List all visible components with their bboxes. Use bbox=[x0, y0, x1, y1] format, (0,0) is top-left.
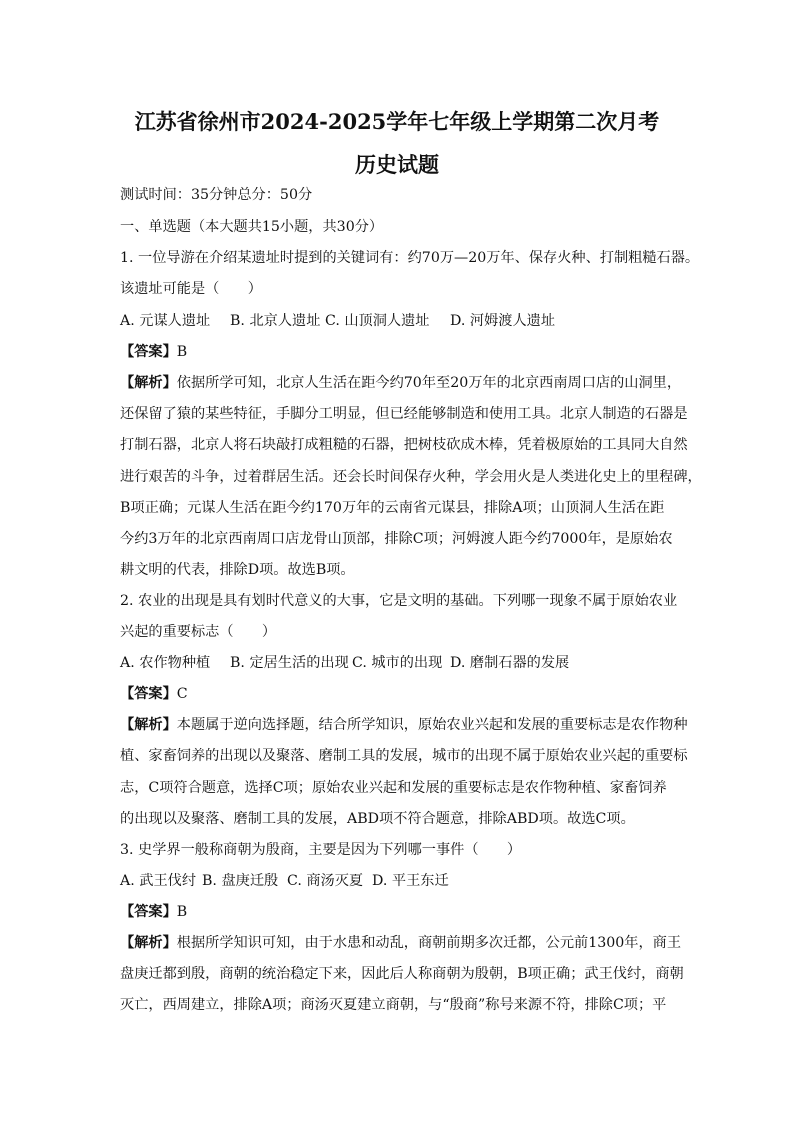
answer-label: 【答案】 bbox=[120, 904, 177, 920]
question-1-option-c: C. 山顶洞人遗址 bbox=[325, 313, 430, 329]
question-1-analysis-line: B项正确；元谋人生活在距今约170万年的云南省元谋县，排除A项；山顶洞人生活在距 bbox=[120, 500, 665, 516]
question-3-options bbox=[120, 872, 449, 890]
answer-label: 【答案】 bbox=[120, 686, 177, 702]
question-1-analysis-line: 进行艰苦的斗争，过着群居生活。还会长时间保存火种，学会用火是人类进化史上的里程碑， bbox=[120, 469, 702, 485]
question-1-analysis-line bbox=[120, 374, 681, 392]
question-3-answer bbox=[120, 903, 187, 921]
question-2-analysis-line: 志，C项符合题意，选择C项；原始农业兴起和发展的重要标志是农作物种植、家畜饲养 bbox=[120, 780, 667, 796]
document-subtitle: 历史试题 bbox=[355, 152, 439, 177]
question-1-options bbox=[120, 312, 555, 330]
question-1-option-a: A. 元谋人遗址 bbox=[120, 313, 211, 329]
question-2-analysis-line: 植、家畜饲养的出现以及聚落、磨制工具的发展，城市的出现不属于原始农业兴起的重要标 bbox=[120, 748, 688, 764]
question-2-option-c: C. 城市的出现 bbox=[352, 655, 443, 671]
question-2-analysis-line: 的出现以及聚落、磨制工具的发展，ABD项不符合题意，排除ABD项。故选C项。 bbox=[120, 811, 635, 827]
question-2-stem-line1: 2. 农业的出现是具有划时代意义的大事，它是文明的基础。下列哪一现象不属于原始农业 bbox=[120, 593, 678, 609]
analysis-text: 本题属于逆向选择题，结合所学知识，原始农业兴起和发展的重要标志是农作物种 bbox=[176, 717, 688, 733]
question-1-analysis-line: 还保留了猿的某些特征，手脚分工明显，但已经能够制造和使用工具。北京人制造的石器是 bbox=[120, 406, 688, 422]
question-3-option-d: D. 平王东迁 bbox=[372, 873, 449, 889]
question-2-answer bbox=[120, 685, 188, 703]
question-3-analysis-line: 盘庚迁都到殷，商朝的统治稳定下来，因此后人称商朝为殷朝，B项正确；武王伐纣，商朝 bbox=[120, 966, 684, 982]
question-2-analysis-line bbox=[120, 716, 688, 734]
answer-value: C bbox=[176, 686, 188, 702]
answer-value: B bbox=[176, 344, 188, 360]
exam-info: 测试时间：35分钟总分：50分 bbox=[120, 187, 313, 203]
question-3-analysis-line bbox=[120, 934, 681, 952]
analysis-label: 【解析】 bbox=[120, 935, 177, 951]
analysis-text: 根据所学知识可知，由于水患和动乱，商朝前期多次迁都，公元前1300年，商王 bbox=[176, 935, 682, 951]
question-3-option-a: A. 武王伐纣 bbox=[120, 873, 197, 889]
question-2-option-d: D. 磨制石器的发展 bbox=[450, 655, 570, 671]
question-3-option-b: B. 盘庚迁殷 bbox=[202, 873, 279, 889]
document-title: 江苏省徐州市2024-2025学年七年级上学期第二次月考 bbox=[134, 109, 660, 134]
question-1-option-d: D. 河姆渡人遗址 bbox=[450, 313, 556, 329]
question-3-analysis-line: 灭亡，西周建立，排除A项；商汤灭夏建立商朝，与“殷商”称号来源不符，排除C项；平 bbox=[120, 997, 667, 1013]
question-1-analysis-line: 打制石器，北京人将石块敲打成粗糙的石器，把树枝砍成木棒，凭着极原始的工具同大自然 bbox=[120, 437, 688, 453]
question-2-stem-line2: 兴起的重要标志（ ） bbox=[120, 624, 277, 640]
analysis-text: 依据所学可知，北京人生活在距今约70年至20万年的北京西南周口店的山洞里， bbox=[176, 375, 682, 391]
question-2-option-b: B. 定居生活的出现 bbox=[230, 655, 349, 671]
answer-value: B bbox=[176, 904, 188, 920]
question-1-option-b: B. 北京人遗址 bbox=[230, 313, 321, 329]
analysis-label: 【解析】 bbox=[120, 717, 177, 733]
answer-label: 【答案】 bbox=[120, 344, 177, 360]
section-heading: 一、单选题（本大题共15小题，共30分） bbox=[120, 219, 384, 235]
question-2-option-a: A. 农作物种植 bbox=[120, 655, 211, 671]
analysis-label: 【解析】 bbox=[120, 375, 177, 391]
question-1-analysis-line: 耕文明的代表，排除D项。故选B项。 bbox=[120, 562, 355, 578]
question-1-stem-line1: 1. 一位导游在介绍某遗址时提到的关键词有：约70万—20万年、保存火种、打制粗糙石器。 bbox=[120, 250, 700, 266]
question-1-stem-line2: 该遗址可能是（ ） bbox=[120, 281, 262, 297]
question-1-analysis-line: 今约3万年的北京西南周口店龙骨山顶部，排除C项；河姆渡人距今约7000年，是原始农 bbox=[120, 531, 673, 547]
question-2-options bbox=[120, 654, 569, 672]
question-3-stem-line1: 3. 史学界一般称商朝为殷商，主要是因为下列哪一事件（ ） bbox=[120, 842, 522, 858]
question-3-option-c: C. 商汤灭夏 bbox=[287, 873, 364, 889]
question-1-answer bbox=[120, 343, 187, 361]
